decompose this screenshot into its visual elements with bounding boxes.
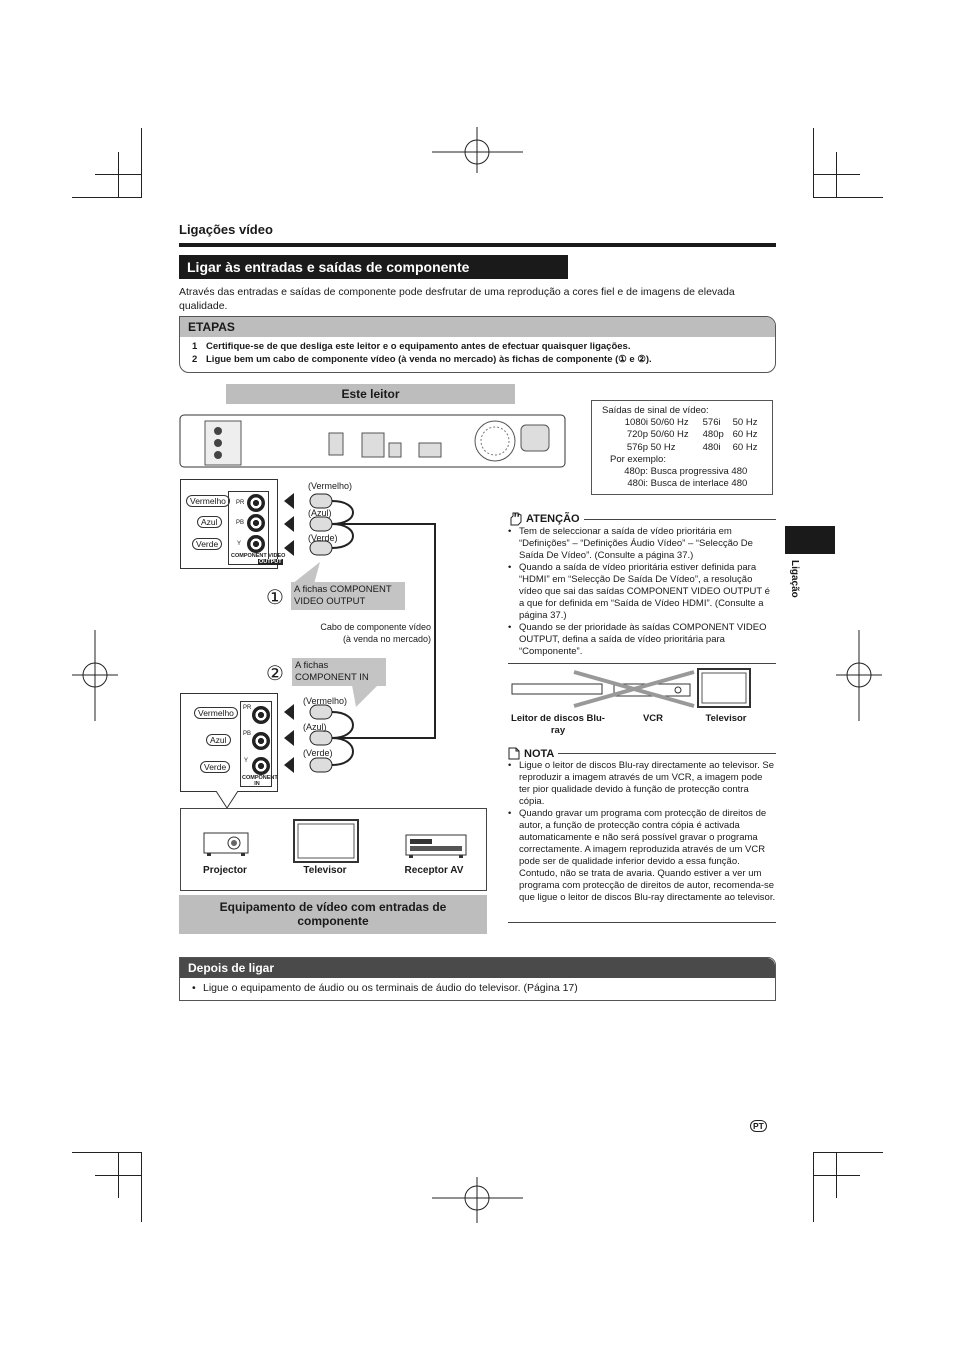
crop-mark — [118, 152, 119, 198]
depois-title: Depois de ligar — [180, 958, 775, 978]
devices-pointer — [215, 791, 239, 809]
example-row: 480p: Busca progressiva 480 — [624, 466, 748, 478]
etapa-step: 1 Certifique-se de que desliga este leitor e o equipamento antes de efectuar quaisquer ligações. — [192, 341, 631, 352]
side-tab — [785, 526, 835, 554]
cable-label-blue-in: (Azul) — [303, 722, 327, 732]
intro-text: Através das entradas e saídas de componente pode desfrutar de uma reprodução a cores fiel e de imagens de elevada qualidade. — [179, 286, 735, 312]
example-row: 480i: Busca de interlace 480 — [627, 478, 748, 490]
cable-description: Cabo de componente vídeo (à venda no mercado) — [320, 622, 431, 644]
crop-mark — [72, 197, 142, 198]
depois-text: • Ligue o equipamento de áudio ou os terminais de áudio do televisor. (Página 17) — [192, 982, 578, 994]
jack-pr-in — [252, 706, 270, 724]
out-panel-caption2: OUTPUT — [259, 559, 282, 565]
jack-label: PR — [236, 500, 245, 506]
crop-mark — [141, 1152, 142, 1222]
nota-section — [508, 747, 776, 904]
etapa-step: 2 Ligue bem um cabo de componente vídeo (à venda no mercado) às fichas de componente (① e ②). — [192, 354, 652, 365]
player-label: Este leitor — [226, 384, 515, 404]
device-label-receiver: Receptor AV — [404, 865, 464, 876]
crop-mark — [95, 174, 142, 175]
nota-item: • Ligue o leitor de discos Blu-ray directamente ao televisor. Se reproduzir a imagem através de um VCR, a imagem pode ter pior qualidade devido à função de protecção contra cópia. — [508, 760, 776, 808]
jack-y-out — [247, 535, 265, 553]
example-title: Por exemplo: — [610, 453, 666, 465]
tv-icon — [293, 819, 359, 863]
crop-mark — [72, 1152, 142, 1153]
equipment-label: Equipamento de vídeo com entradas de componente — [179, 895, 487, 934]
cable-label-green-in: (Verde) — [303, 748, 333, 758]
in-tag-red: Vermelho — [194, 707, 238, 719]
registration-mark-bottom — [430, 1175, 525, 1225]
device-label-tv: Televisor — [303, 865, 347, 876]
vcr-figure — [508, 666, 776, 712]
registration-mark-left — [70, 628, 120, 723]
cable-label-red: (Vermelho) — [308, 481, 353, 491]
side-tab-label: Ligação — [789, 560, 800, 598]
caution-heading: ATENÇÃO — [508, 512, 776, 526]
etapas-box — [179, 316, 776, 373]
crop-mark — [813, 197, 883, 198]
out-tag-blue: Azul — [197, 516, 222, 528]
jack-pb-in — [252, 732, 270, 750]
caution-item: • Quando a saída de vídeo prioritária estiver definida para “HDMI” em “Selecção De Saída De Vídeo”, a resolução vídeo que sai das saídas COMPONENT VIDEO OUTPUT é a que for definida em “Saída de Vídeo HDMI”. (Consulte a página 37.) — [508, 562, 776, 622]
hand-icon — [508, 512, 522, 526]
depois-box — [179, 957, 776, 1001]
crop-mark — [813, 1175, 860, 1176]
caution-item: • Tem de seleccionar a saída de vídeo prioritária em “Definições” – “Definições Áudio Vídeo” – “Selecção De Saída De Vídeo”. (Consulte a página 37.) — [508, 526, 776, 562]
section-title: Ligações vídeo — [179, 222, 273, 237]
note-icon — [508, 747, 520, 760]
jack-label: PB — [243, 731, 252, 737]
callout-2-pointer — [350, 685, 380, 709]
crop-mark — [813, 1152, 814, 1222]
divider — [508, 922, 776, 923]
language-marker: PT — [750, 1120, 767, 1132]
signal-outputs-box — [591, 400, 773, 495]
receiver-icon — [405, 833, 467, 859]
crop-mark — [813, 174, 860, 175]
callout-1-number: ① — [266, 587, 284, 609]
nota-item: • Quando gravar um programa com protecção de direitos de autor, a função de protecção contra cópia é activada automaticamente e não será possível gravar o programa correctamente. A imagem reproduzida através de um VCR pode ser de qualidade inferior devido a essa função. Contudo, não se trata de avaria. Quando estiver a ver um programa com protecção de direitos de autor, recomenda-se que ligue o leitor de discos Blu-ray directamente ao televisor. — [508, 808, 776, 904]
vcr-label-tv: Televisor — [705, 713, 747, 724]
vcr-label-player: Leitor de discos Blu-ray — [511, 713, 605, 736]
jack-pr-out — [247, 494, 265, 512]
signal-title: Saídas de sinal de vídeo: — [602, 405, 709, 416]
signal-row: 576p 50 Hz 480i 60 Hz — [626, 441, 758, 453]
divider — [508, 663, 776, 664]
header-rule — [179, 243, 776, 247]
crop-mark — [141, 128, 142, 198]
cable-label-red-in: (Vermelho) — [303, 696, 348, 706]
in-panel-caption: COMPONENT IN — [242, 775, 278, 787]
devices-box — [180, 808, 487, 891]
caution-section — [508, 512, 776, 658]
registration-mark-top — [430, 125, 525, 175]
page-title: Ligar às entradas e saídas de componente — [179, 255, 568, 279]
cable-label-green: (Verde) — [308, 533, 338, 543]
crop-mark — [95, 1175, 142, 1176]
crop-mark — [813, 128, 814, 198]
jack-label: PR — [243, 705, 252, 711]
etapas-title: ETAPAS — [180, 317, 775, 337]
nota-heading: NOTA — [508, 747, 776, 760]
jack-label: Y — [244, 758, 249, 764]
projector-icon — [203, 831, 249, 857]
cable-label-blue: (Azul) — [308, 508, 332, 518]
etapas-list — [192, 340, 652, 366]
signal-row: 1080i 50/60 Hz 576i 50 Hz — [624, 417, 758, 429]
callout-1: A fichas COMPONENT VIDEO OUTPUT — [291, 582, 405, 610]
signal-row: 720p 50/60 Hz 480p 60 Hz — [626, 429, 758, 441]
registration-mark-right — [834, 628, 884, 723]
vcr-label-vcr: VCR — [642, 713, 664, 724]
caution-item: • Quando se der prioridade às saídas COMPONENT VIDEO OUTPUT, defina a saída de vídeo prioritária para “Componente”. — [508, 622, 776, 658]
in-tag-green: Verde — [200, 761, 230, 773]
out-tag-green: Verde — [192, 538, 222, 550]
device-label-projector: Projector — [203, 865, 247, 876]
jack-label: PB — [236, 520, 245, 526]
jack-pb-out — [247, 514, 265, 532]
callout-2: A fichas COMPONENT IN — [292, 658, 386, 686]
out-panel-caption: COMPONENT VIDEO — [231, 553, 286, 559]
crop-mark — [836, 152, 837, 198]
jack-y-in — [252, 757, 270, 775]
in-tag-blue: Azul — [206, 734, 231, 746]
out-tag-red: Vermelho — [186, 495, 230, 507]
player-rear-panel — [179, 413, 567, 469]
crop-mark — [813, 1152, 883, 1153]
callout-2-number: ② — [266, 663, 284, 685]
jack-label: Y — [237, 541, 242, 547]
